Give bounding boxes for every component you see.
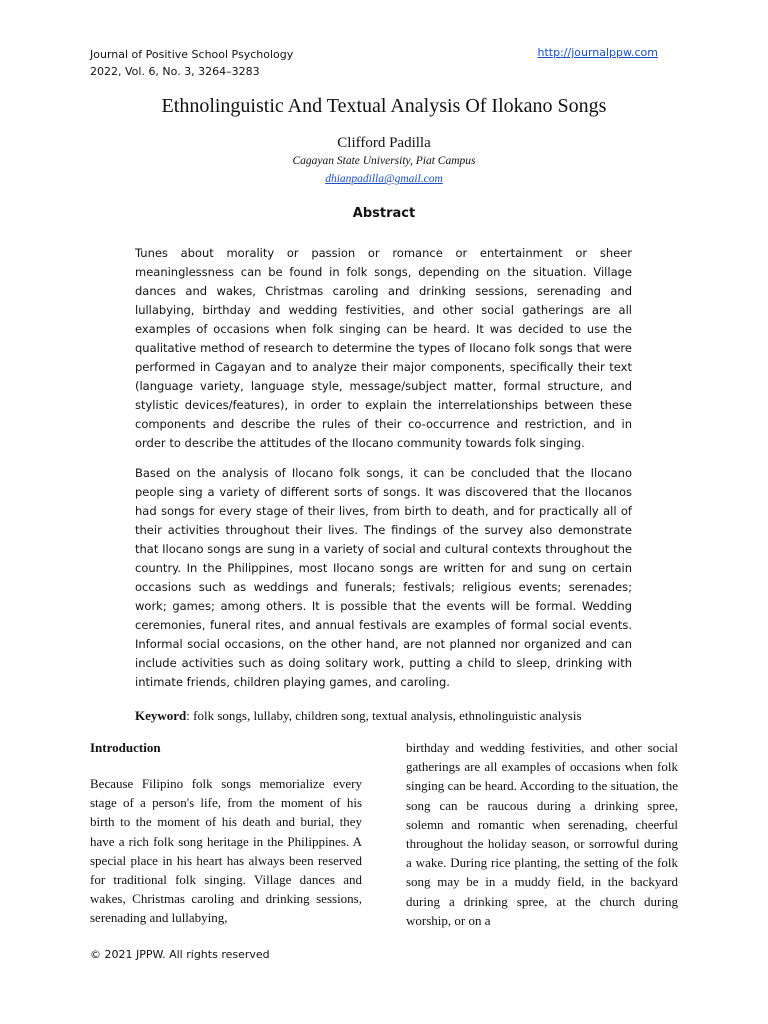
journal-issue: 2022, Vol. 6, No. 3, 3264–3283 (90, 65, 260, 78)
keywords-text: : folk songs, lullaby, children song, textual analysis, ethnolinguistic analysis (186, 708, 582, 723)
keywords-label: Keyword (135, 708, 187, 723)
abstract-heading: Abstract (352, 206, 416, 221)
journal-info (90, 46, 293, 80)
paper-title: Ethnolinguistic And Textual Analysis Of Ilokano Songs (161, 95, 607, 117)
introduction-right-column: birthday and wedding festivities, and other social gatherings are all examples of occasions when folk singing can be heard. According to the situation, the song can be raucous during a drinking spree, solemn and romantic when serenading, cheerful throughout the holiday season, or sorrowful during a wake. During rice planting, the setting of the folk song may be in a muddy field, in the backyard during a drinking spree, at the church during worship, or on a (406, 740, 678, 928)
author-affiliation: Cagayan State University, Piat Campus (292, 155, 476, 167)
author-email-link[interactable]: dhianpadilla@gmail.com (325, 173, 443, 185)
journal-name: Journal of Positive School Psychology (90, 48, 294, 61)
author-name: Clifford Padilla (337, 135, 431, 151)
journal-url-link[interactable]: http://journalppw.com (537, 46, 658, 59)
footer-copyright: © 2021 JPPW. All rights reserved (90, 948, 270, 961)
abstract-paragraph-2: Based on the analysis of Ilocano folk songs, it can be concluded that the Ilocano people sing a variety of different sorts of songs. It was discovered that the Ilocanos had songs for every stage of their lives, from birth to death, and for practically all of their activities throughout their lives. The findings of the survey also demonstrate that Ilocano songs are sung in a variety of social and cultural contexts throughout the country. In the Philippines, most Ilocano songs are written for and sung on certain occasions such as weddings and funerals; festivals; religious events; serenades; work; games; among others. It is possible that the events will be formal. Wedding ceremonies, funeral rites, and annual festivals are examples of formal social events. Informal social occasions, on the other hand, are not planned nor organized and can include activities such as doing solitary work, putting a child to sleep, drinking with intimate friends, children playing games, and caroling. (135, 466, 632, 689)
keywords-line (135, 708, 582, 724)
abstract-paragraph-1: Tunes about morality or passion or romance or entertainment or sheer meaninglessness can be found in folk songs, depending on the situation. Village dances and wakes, Christmas caroling and drinking sessions, serenading and lullabying, birthday and wedding festivities, and other social gatherings are all examples of occasions when folk singing can be heard. It was decided to use the qualitative method of research to determine the types of Ilocano folk songs that were performed in Cagayan and to analyze their major components, specifically their text (language variety, language style, message/subject matter, formal structure, and stylistic devices/features), in order to explain the interrelationships between these components and describe the rules of their co-occurrence and restriction, and in order to describe the attitudes of the Ilocano community towards folk singing. (135, 246, 632, 450)
introduction-left-column: Because Filipino folk songs memorialize every stage of a person's life, from the moment of his birth to the moment of his death and burial, they have a rich folk song heritage in the Philippines. A special place in his heart has always been reserved for traditional folk singing. Village dances and wakes, Christmas caroling and drinking sessions, serenading and lullabying, (90, 776, 362, 926)
introduction-heading: Introduction (90, 740, 161, 755)
